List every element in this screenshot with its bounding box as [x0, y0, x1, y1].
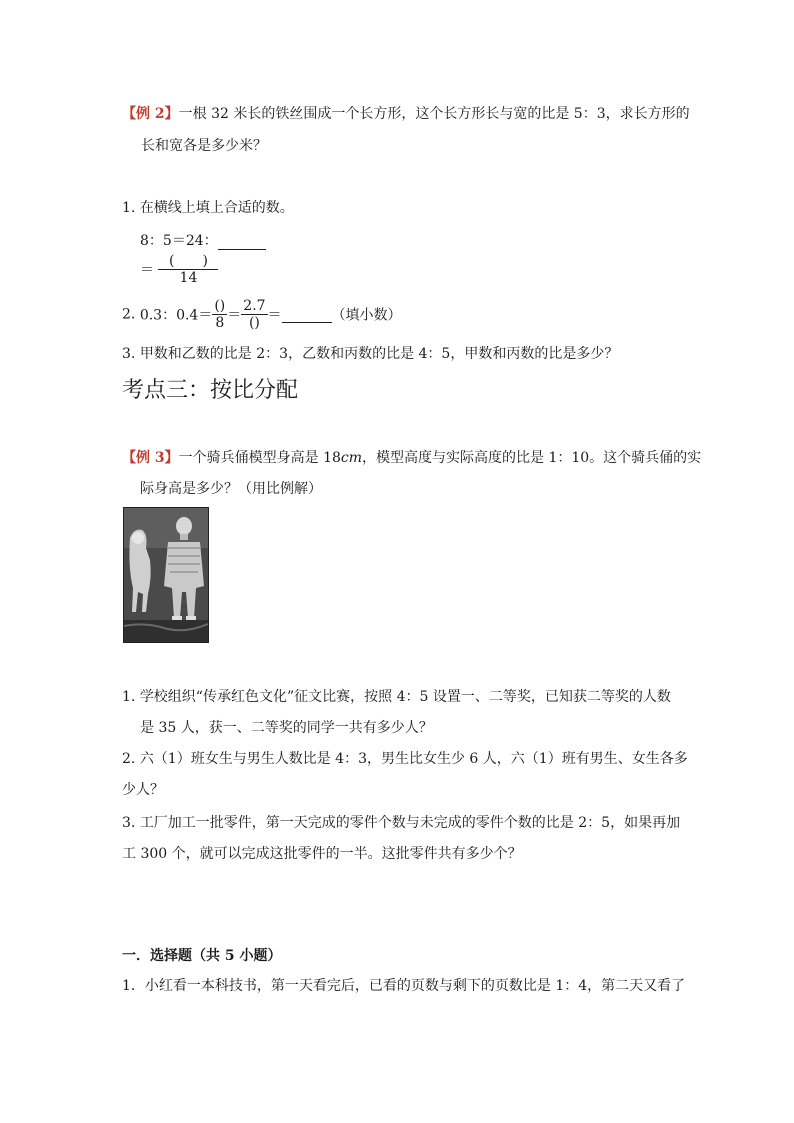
question-1-equation-2 [140, 253, 218, 286]
question-number: 3. [122, 815, 136, 831]
fraction-2-denominator[interactable]: () [248, 315, 260, 332]
example-3 [122, 447, 701, 467]
fraction-2-numerator: 2.7 [243, 298, 266, 314]
choice-section-title: 一．选择题（共 5 小题） [122, 948, 282, 964]
example-3-line-1b: ，模型高度与实际高度的比是 1：10。这个骑兵俑的实 [362, 450, 702, 466]
example-2-line-1: 一根 32 米长的铁丝围成一个长方形，这个长方形长与宽的比是 5：3，求长方形的 [178, 106, 690, 122]
question-3 [122, 343, 618, 363]
question-line-1: 工厂加工一批零件，第一天完成的零件个数与未完成的零件个数的比是 2：5，如果再加 [139, 815, 681, 831]
fraction-blank [158, 253, 218, 286]
question-1-equation-1 [140, 230, 266, 250]
fraction-numerator[interactable]: ( ) [158, 253, 218, 270]
fraction-1-numerator[interactable]: () [214, 298, 226, 314]
example-3-tag: 【例 3】 [122, 450, 179, 466]
terracotta-warrior-illustration [124, 508, 208, 642]
practice-2-line-2: 少人？ [122, 782, 164, 798]
fraction-denominator: 14 [179, 270, 198, 287]
question-number: 1． [122, 978, 145, 994]
question-number: 2. [122, 306, 136, 323]
question-1 [122, 197, 294, 217]
terracotta-warrior-photo [123, 507, 209, 643]
question-number: 2. [122, 751, 136, 767]
question-2 [122, 298, 402, 331]
practice-3-line-2: 工 300 个，就可以完成这批零件的一半。这批零件共有多少个？ [122, 846, 522, 862]
section-heading: 考点三：按比分配 [122, 378, 299, 403]
ratio-expression: 0.3：0.4＝ [139, 307, 213, 324]
example-2 [122, 103, 690, 123]
question-number: 1. [122, 689, 136, 705]
question-line-1: 学校组织“传承红色文化”征文比赛，按照 4：5 设置一、二等奖，已知获二等奖的人数 [139, 689, 671, 705]
equals-sign: ＝ [267, 307, 282, 324]
equals-sign: ＝ [140, 262, 154, 279]
practice-2 [122, 748, 688, 768]
example-3-line-1a: 一个骑兵俑模型身高是 18 [178, 450, 341, 466]
fraction-1-denominator: 8 [215, 315, 225, 332]
question-note: （填小数） [331, 307, 402, 324]
question-line-1: 六（1）班女生与男生人数比是 4：3，男生比女生少 6 人，六（1）班有男生、女生各多 [139, 751, 688, 767]
example-2-line-2: 长和宽各是多少米？ [141, 138, 267, 154]
answer-blank[interactable] [218, 233, 266, 250]
fraction-1 [212, 298, 227, 331]
practice-3 [122, 812, 680, 832]
equals-sign: ＝ [227, 307, 242, 324]
question-number: 1. [122, 200, 136, 216]
ratio-expression: 8：5＝24： [140, 233, 218, 249]
choice-1 [122, 975, 685, 995]
practice-1 [122, 686, 671, 706]
question-text: 小红看一本科技书，第一天看完后，已看的页数与剩下的页数比是 1：4，第二天又看了 [144, 978, 686, 994]
example-3-line-2: 际身高是多少？（用比例解） [140, 481, 322, 497]
fraction-2 [241, 298, 267, 331]
question-text: 甲数和乙数的比是 2：3，乙数和丙数的比是 4：5，甲数和丙数的比是多少？ [139, 346, 619, 362]
practice-1-line-2: 是 35 人，获一、二等奖的同学一共有多少人？ [140, 720, 433, 736]
example-2-tag: 【例 2】 [122, 106, 179, 122]
question-number: 3. [122, 346, 136, 362]
unit-cm: cm [340, 450, 363, 466]
answer-blank[interactable] [282, 306, 332, 323]
question-text: 在横线上填上合适的数。 [139, 200, 294, 216]
